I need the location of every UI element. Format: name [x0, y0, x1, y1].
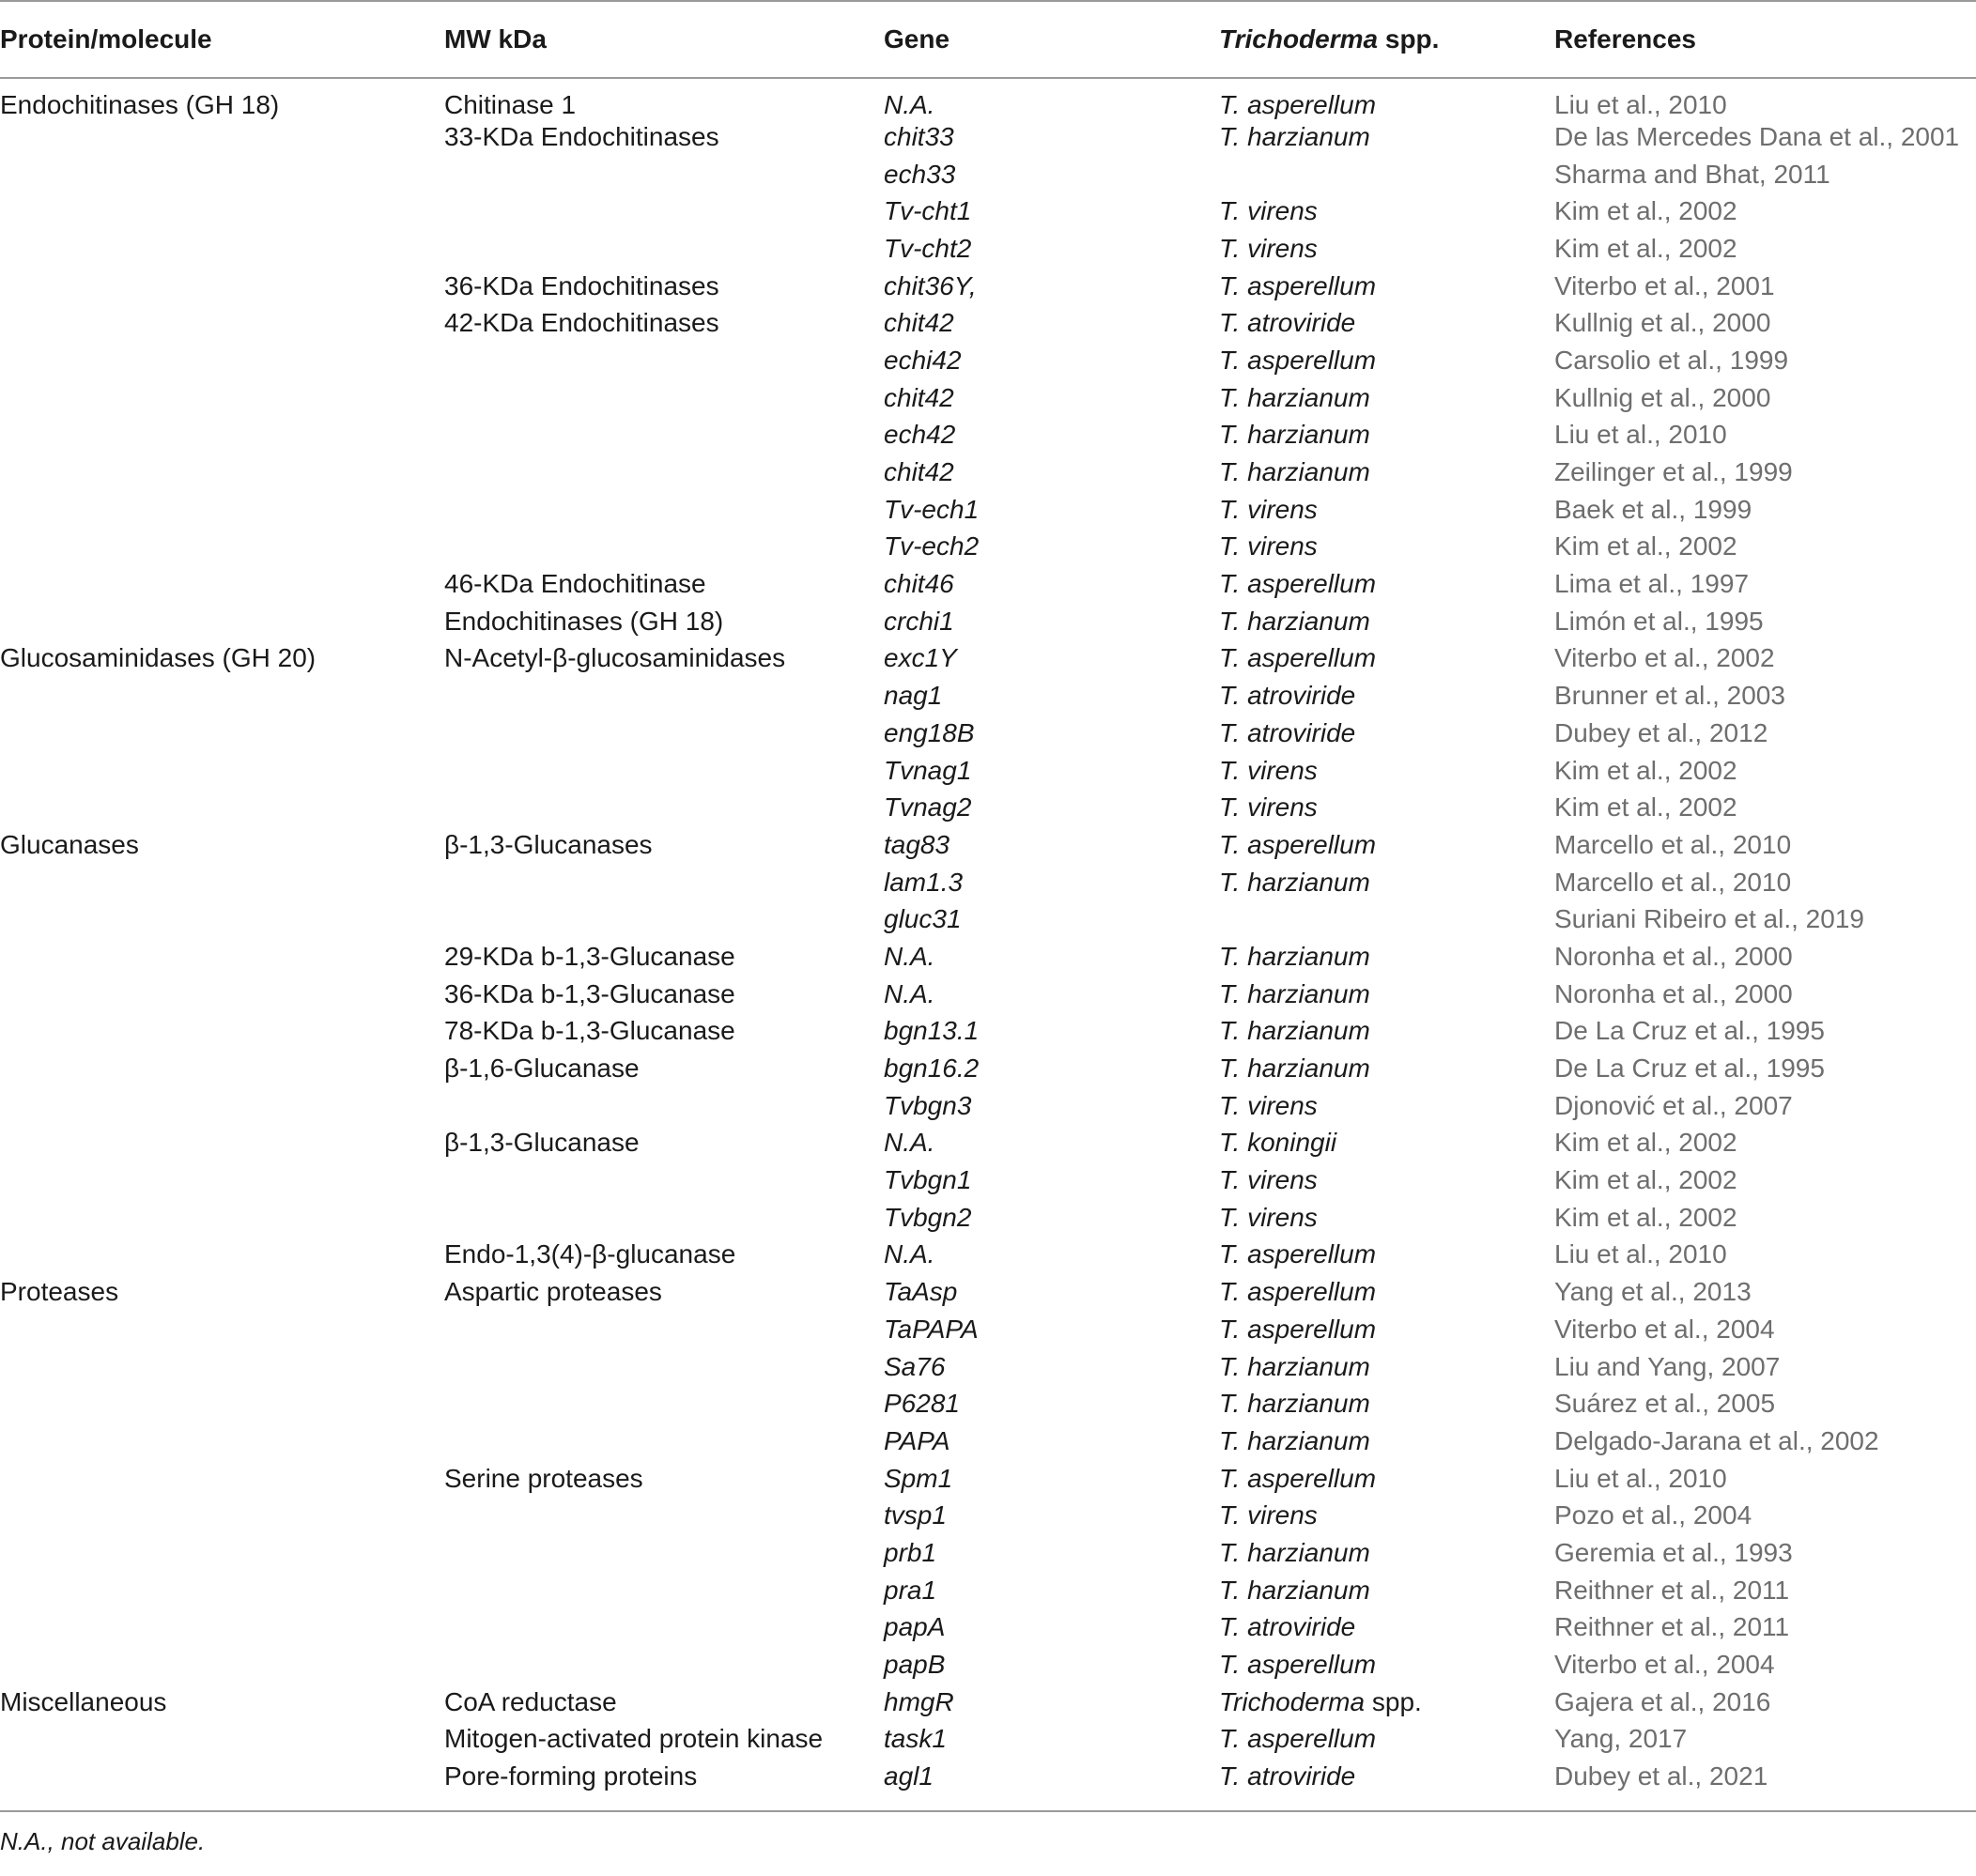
- cell-gene: Spm1: [884, 1463, 953, 1493]
- cell-reference: Geremia et al., 1993: [1554, 1537, 1793, 1567]
- cell-gene: chit46: [884, 569, 954, 599]
- cell-species: T. harzianum: [1219, 1389, 1370, 1419]
- cell-reference: Kim et al., 2002: [1554, 792, 1737, 823]
- cell-protein: Glucanases: [0, 829, 139, 859]
- cell-species: T. asperellum: [1219, 643, 1377, 673]
- cell-mw: 46-KDa Endochitinase: [444, 569, 706, 599]
- cell-reference: Zeilinger et al., 1999: [1554, 457, 1793, 487]
- header-species-suffix: spp.: [1378, 24, 1440, 54]
- cell-mw: [444, 864, 884, 901]
- table-row: [0, 640, 1976, 678]
- cell-mw: 29-KDa b-1,3-Glucanase: [444, 941, 735, 971]
- cell-protein: [0, 976, 444, 1013]
- cell-protein: Proteases: [0, 1277, 119, 1307]
- table-row: [0, 1311, 1976, 1348]
- cell-mw: β-1,3-Glucanase: [444, 1128, 640, 1158]
- cell-species: T. harzianum: [1219, 1053, 1370, 1084]
- cell-reference: Kim et al., 2002: [1554, 755, 1737, 785]
- cell-species: T. asperellum: [1219, 569, 1377, 599]
- cell-gene: N.A.: [884, 1128, 935, 1158]
- cell-gene: Tv-cht2: [884, 233, 972, 263]
- cell-gene: pra1: [884, 1575, 937, 1605]
- cell-protein: [0, 118, 444, 156]
- cell-species: T. harzianum: [1219, 867, 1370, 897]
- cell-gene: chit42: [884, 308, 954, 338]
- cell-species: T. virens: [1219, 494, 1318, 524]
- cell-mw: 78-KDa b-1,3-Glucanase: [444, 1016, 735, 1046]
- table-row: [0, 192, 1976, 230]
- cell-mw: [444, 417, 884, 454]
- cell-mw: [444, 1199, 884, 1237]
- cell-gene: nag1: [884, 681, 943, 711]
- cell-gene: Tvbgn2: [884, 1202, 972, 1232]
- cell-mw: [444, 752, 884, 790]
- cell-protein: [0, 1013, 444, 1051]
- cell-gene: bgn13.1: [884, 1016, 980, 1046]
- table-row: [0, 938, 1976, 976]
- cell-mw: [444, 677, 884, 715]
- cell-protein: [0, 938, 444, 976]
- cell-species: T. asperellum: [1219, 90, 1377, 119]
- cell-reference: Suriani Ribeiro et al., 2019: [1554, 904, 1864, 934]
- table-row: [0, 417, 1976, 454]
- cell-mw: [444, 1348, 884, 1386]
- cell-protein: [0, 1348, 444, 1386]
- cell-species: T. virens: [1219, 233, 1318, 263]
- table-row: [0, 864, 1976, 901]
- cell-species: T. asperellum: [1219, 1650, 1377, 1680]
- table-row: [0, 826, 1976, 864]
- cell-mw: β-1,3-Glucanases: [444, 829, 653, 859]
- cell-species: T. asperellum: [1219, 345, 1377, 375]
- table-row: [0, 304, 1976, 342]
- cell-protein: [0, 454, 444, 491]
- cell-species: T. virens: [1219, 792, 1318, 823]
- cell-mw: β-1,6-Glucanase: [444, 1053, 640, 1084]
- table-row: [0, 230, 1976, 268]
- cell-mw: Endochitinases (GH 18): [444, 606, 724, 636]
- cell-protein: [0, 789, 444, 826]
- cell-mw: [444, 1422, 884, 1460]
- cell-gene: N.A.: [884, 1239, 935, 1269]
- cell-mw: Pore-forming proteins: [444, 1761, 698, 1791]
- cell-mw: 36-KDa Endochitinases: [444, 270, 719, 300]
- cell-reference: Viterbo et al., 2001: [1554, 270, 1775, 300]
- cell-protein: [0, 1609, 444, 1647]
- cell-mw: [444, 1572, 884, 1609]
- cell-species: T. harzianum: [1219, 1351, 1370, 1381]
- cell-protein: [0, 565, 444, 603]
- cell-species: T. virens: [1219, 1165, 1318, 1195]
- cell-reference: Yang et al., 2013: [1554, 1277, 1752, 1307]
- table-row: [0, 1348, 1976, 1386]
- cell-mw: [444, 1534, 884, 1572]
- species-suffix: spp.: [1365, 1686, 1422, 1716]
- cell-protein: [0, 192, 444, 230]
- cell-gene: N.A.: [884, 90, 935, 119]
- cell-protein: [0, 603, 444, 640]
- cell-mw: Mitogen-activated protein kinase: [444, 1724, 824, 1754]
- cell-reference: Viterbo et al., 2004: [1554, 1650, 1775, 1680]
- cell-gene: Tv-ech1: [884, 494, 980, 524]
- table-row: [0, 78, 1976, 118]
- cell-protein: [0, 491, 444, 529]
- cell-mw: [444, 156, 884, 193]
- cell-species: T. harzianum: [1219, 1537, 1370, 1567]
- cell-mw: [444, 1646, 884, 1684]
- cell-species: T. atroviride: [1219, 681, 1356, 711]
- cell-gene: prb1: [884, 1537, 937, 1567]
- cell-mw: [444, 715, 884, 752]
- cell-reference: Marcello et al., 2010: [1554, 867, 1792, 897]
- table-row: [0, 156, 1976, 193]
- cell-mw: [444, 1311, 884, 1348]
- cell-protein: Glucosaminidases (GH 20): [0, 643, 316, 673]
- cell-protein: [0, 342, 444, 379]
- table-row: [0, 1087, 1976, 1125]
- cell-reference: Delgado-Jarana et al., 2002: [1554, 1425, 1879, 1455]
- cell-reference: Limón et al., 1995: [1554, 606, 1764, 636]
- table-row: [0, 342, 1976, 379]
- header-mw: MW kDa: [444, 24, 547, 54]
- cell-species: T. harzianum: [1219, 1016, 1370, 1046]
- cell-reference: Reithner et al., 2011: [1554, 1612, 1790, 1642]
- cell-gene: Tvbgn3: [884, 1090, 972, 1120]
- cell-mw: 36-KDa b-1,3-Glucanase: [444, 978, 735, 1008]
- cell-species: T. harzianum: [1219, 1425, 1370, 1455]
- cell-reference: Kim et al., 2002: [1554, 196, 1737, 226]
- table-row: [0, 677, 1976, 715]
- cell-protein: [0, 268, 444, 305]
- cell-reference: Kim et al., 2002: [1554, 233, 1737, 263]
- cell-protein: [0, 417, 444, 454]
- cell-gene: chit33: [884, 121, 954, 151]
- cell-species: T. virens: [1219, 1090, 1318, 1120]
- table-row: [0, 1013, 1976, 1051]
- cell-gene: agl1: [884, 1761, 934, 1791]
- cell-species: T. virens: [1219, 1500, 1318, 1530]
- table-footnote: N.A., not available.: [0, 1826, 206, 1855]
- cell-mw: [444, 1385, 884, 1422]
- cell-species: [1219, 900, 1554, 938]
- cell-protein: [0, 715, 444, 752]
- cell-reference: Carsolio et al., 1999: [1554, 345, 1789, 375]
- cell-gene: echi42: [884, 345, 962, 375]
- cell-reference: Liu et al., 2010: [1554, 1463, 1727, 1493]
- cell-reference: Djonović et al., 2007: [1554, 1090, 1793, 1120]
- cell-protein: [0, 864, 444, 901]
- cell-mw: [444, 1497, 884, 1534]
- cell-reference: De La Cruz et al., 1995: [1554, 1016, 1825, 1046]
- cell-mw: [444, 192, 884, 230]
- cell-reference: Kim et al., 2002: [1554, 531, 1737, 561]
- table-row: [0, 1609, 1976, 1647]
- table-row: [0, 1460, 1976, 1498]
- header-species-genus: Trichoderma: [1219, 24, 1379, 54]
- cell-mw: [444, 1161, 884, 1199]
- header-row: [0, 1, 1976, 78]
- bottom-rule: [0, 1810, 1976, 1812]
- cell-reference: Liu and Yang, 2007: [1554, 1351, 1781, 1381]
- table-row: [0, 1572, 1976, 1609]
- cell-protein: [0, 1087, 444, 1125]
- cell-mw: [444, 379, 884, 417]
- cell-gene: bgn16.2: [884, 1053, 980, 1084]
- cell-gene: Tv-ech2: [884, 531, 980, 561]
- table-row: [0, 491, 1976, 529]
- table-row: [0, 1385, 1976, 1422]
- cell-reference: Dubey et al., 2012: [1554, 717, 1768, 747]
- cell-mw: Serine proteases: [444, 1463, 643, 1493]
- cell-gene: chit36Y,: [884, 270, 977, 300]
- cell-gene: PAPA: [884, 1425, 950, 1455]
- cell-gene: chit42: [884, 382, 954, 412]
- table-row: [0, 1497, 1976, 1534]
- table-row: [0, 268, 1976, 305]
- cell-species: T. atroviride: [1219, 1761, 1356, 1791]
- cell-reference: Suárez et al., 2005: [1554, 1389, 1776, 1419]
- cell-species: T. virens: [1219, 755, 1318, 785]
- cell-protein: [0, 156, 444, 193]
- table-row: [0, 1161, 1976, 1199]
- table-row: [0, 1721, 1976, 1759]
- cell-species: T. harzianum: [1219, 420, 1370, 450]
- cell-mw: 33-KDa Endochitinases: [444, 121, 719, 151]
- cell-protein: [0, 1161, 444, 1199]
- table-row: [0, 1237, 1976, 1274]
- cell-gene: ech33: [884, 159, 956, 189]
- cell-species: T. harzianum: [1219, 121, 1370, 151]
- cell-species: T. harzianum: [1219, 382, 1370, 412]
- table-row: [0, 976, 1976, 1013]
- cell-species: T. harzianum: [1219, 1575, 1370, 1605]
- cell-species: T. harzianum: [1219, 457, 1370, 487]
- table-row: [0, 1050, 1976, 1087]
- cell-gene: TaPAPA: [884, 1314, 979, 1344]
- cell-species: T. asperellum: [1219, 1277, 1377, 1307]
- table-row: [0, 789, 1976, 826]
- cell-gene: papA: [884, 1612, 946, 1642]
- table-row: [0, 1534, 1976, 1572]
- cell-gene: lam1.3: [884, 867, 964, 897]
- cell-reference: Kim et al., 2002: [1554, 1165, 1737, 1195]
- cell-species: T. harzianum: [1219, 941, 1370, 971]
- cell-species: T. asperellum: [1219, 1314, 1377, 1344]
- cell-gene: tag83: [884, 829, 950, 859]
- cell-protein: [0, 677, 444, 715]
- cell-protein: [0, 1050, 444, 1087]
- cell-protein: [0, 1199, 444, 1237]
- cell-mw: [444, 230, 884, 268]
- cell-reference: Noronha et al., 2000: [1554, 941, 1793, 971]
- table-row: [0, 603, 1976, 640]
- cell-mw: [444, 789, 884, 826]
- cell-mw: [444, 1087, 884, 1125]
- cell-mw: N-Acetyl-β-glucosaminidases: [444, 643, 786, 673]
- cell-species: T. harzianum: [1219, 978, 1370, 1008]
- cell-protein: [0, 1721, 444, 1759]
- cell-species: T. asperellum: [1219, 1724, 1377, 1754]
- cell-gene: Tvbgn1: [884, 1165, 972, 1195]
- cell-reference: Liu et al., 2010: [1554, 90, 1727, 119]
- cell-gene: Tv-cht1: [884, 196, 972, 226]
- cell-species: T. atroviride: [1219, 1612, 1356, 1642]
- cell-mw: Endo-1,3(4)-β-glucanase: [444, 1239, 736, 1269]
- cell-mw: [444, 342, 884, 379]
- table-row: [0, 1125, 1976, 1162]
- cell-reference: Kullnig et al., 2000: [1554, 308, 1771, 338]
- header-species: [1219, 1, 1554, 78]
- cell-protein: [0, 1237, 444, 1274]
- cell-reference: Kullnig et al., 2000: [1554, 382, 1771, 412]
- cell-protein: [0, 1385, 444, 1422]
- table-row: [0, 752, 1976, 790]
- cell-protein: [0, 304, 444, 342]
- cell-species: T. asperellum: [1219, 829, 1377, 859]
- cell-reference: Lima et al., 1997: [1554, 569, 1750, 599]
- table-body: [0, 78, 1976, 1795]
- cell-reference: Viterbo et al., 2002: [1554, 643, 1775, 673]
- cell-mw: [444, 529, 884, 566]
- cell-protein: Miscellaneous: [0, 1686, 167, 1716]
- cell-gene: Tvnag2: [884, 792, 972, 823]
- cell-species: [1219, 1684, 1554, 1721]
- header-gene: Gene: [884, 24, 950, 54]
- table-row: [0, 529, 1976, 566]
- cell-mw: [444, 491, 884, 529]
- cell-species: T. virens: [1219, 531, 1318, 561]
- cell-gene: papB: [884, 1650, 946, 1680]
- cell-species: T. asperellum: [1219, 270, 1377, 300]
- cell-gene: hmgR: [884, 1686, 954, 1716]
- cell-gene: gluc31: [884, 904, 962, 934]
- cell-reference: Liu et al., 2010: [1554, 1239, 1727, 1269]
- cell-protein: Endochitinases (GH 18): [0, 90, 280, 119]
- cell-protein: [0, 1422, 444, 1460]
- cell-gene: chit42: [884, 457, 954, 487]
- cell-protein: [0, 900, 444, 938]
- cell-protein: [0, 379, 444, 417]
- cell-reference: Pozo et al., 2004: [1554, 1500, 1752, 1530]
- table-row: [0, 1273, 1976, 1311]
- table-row: [0, 715, 1976, 752]
- cell-reference: Reithner et al., 2011: [1554, 1575, 1790, 1605]
- cell-protein: [0, 230, 444, 268]
- cell-protein: [0, 752, 444, 790]
- cell-gene: task1: [884, 1724, 947, 1754]
- cell-species: T. koningii: [1219, 1128, 1337, 1158]
- cell-protein: [0, 1646, 444, 1684]
- cell-gene: ech42: [884, 420, 956, 450]
- species-genus: Trichoderma: [1219, 1686, 1366, 1716]
- cell-gene: Sa76: [884, 1351, 946, 1381]
- header-references: References: [1554, 24, 1696, 54]
- header-protein: Protein/molecule: [0, 24, 212, 54]
- cell-species: T. virens: [1219, 196, 1318, 226]
- cell-reference: Brunner et al., 2003: [1554, 681, 1785, 711]
- cell-gene: exc1Y: [884, 643, 957, 673]
- cell-gene: tvsp1: [884, 1500, 947, 1530]
- cell-reference: Dubey et al., 2021: [1554, 1761, 1768, 1791]
- table-row: [0, 900, 1976, 938]
- cell-protein: [0, 1311, 444, 1348]
- cell-gene: Tvnag1: [884, 755, 972, 785]
- cell-mw: [444, 1609, 884, 1647]
- table-row: [0, 379, 1976, 417]
- cell-mw: 42-KDa Endochitinases: [444, 308, 719, 338]
- cell-species: T. asperellum: [1219, 1239, 1377, 1269]
- cell-species: T. atroviride: [1219, 717, 1356, 747]
- table-row: [0, 1422, 1976, 1460]
- table-row: [0, 118, 1976, 156]
- cell-gene: P6281: [884, 1389, 960, 1419]
- cell-protein: [0, 1125, 444, 1162]
- cell-protein: [0, 1572, 444, 1609]
- cell-reference: Liu et al., 2010: [1554, 420, 1727, 450]
- cell-protein: [0, 529, 444, 566]
- cell-reference: Kim et al., 2002: [1554, 1202, 1737, 1232]
- table-row: [0, 1684, 1976, 1721]
- cell-gene: N.A.: [884, 978, 935, 1008]
- cell-reference: Gajera et al., 2016: [1554, 1686, 1771, 1716]
- cell-protein: [0, 1534, 444, 1572]
- table-row: [0, 1758, 1976, 1795]
- cell-species: T. atroviride: [1219, 308, 1356, 338]
- cell-reference: Noronha et al., 2000: [1554, 978, 1793, 1008]
- cell-protein: [0, 1497, 444, 1534]
- cell-gene: eng18B: [884, 717, 975, 747]
- cell-gene: crchi1: [884, 606, 954, 636]
- cell-reference: Yang, 2017: [1554, 1724, 1688, 1754]
- cell-mw: Chitinase 1: [444, 90, 577, 119]
- cell-gene: N.A.: [884, 941, 935, 971]
- cell-reference: Marcello et al., 2010: [1554, 829, 1792, 859]
- cell-protein: [0, 1758, 444, 1795]
- table-row: [0, 1199, 1976, 1237]
- table-row: [0, 1646, 1976, 1684]
- cell-species: T. harzianum: [1219, 606, 1370, 636]
- cell-reference: De las Mercedes Dana et al., 2001: [1554, 121, 1960, 151]
- table-row: [0, 454, 1976, 491]
- cell-mw: [444, 900, 884, 938]
- cell-reference: De La Cruz et al., 1995: [1554, 1053, 1825, 1084]
- table-row: [0, 565, 1976, 603]
- cell-reference: Kim et al., 2002: [1554, 1128, 1737, 1158]
- cell-protein: [0, 1460, 444, 1498]
- cell-reference: Sharma and Bhat, 2011: [1554, 159, 1830, 189]
- cell-reference: Viterbo et al., 2004: [1554, 1314, 1775, 1344]
- cell-mw: CoA reductase: [444, 1686, 617, 1716]
- cell-mw: [444, 454, 884, 491]
- cell-gene: TaAsp: [884, 1277, 958, 1307]
- cell-mw: Aspartic proteases: [444, 1277, 662, 1307]
- cell-species: T. asperellum: [1219, 1463, 1377, 1493]
- cell-species: [1219, 156, 1554, 193]
- cell-species: T. virens: [1219, 1202, 1318, 1232]
- cell-reference: Baek et al., 1999: [1554, 494, 1752, 524]
